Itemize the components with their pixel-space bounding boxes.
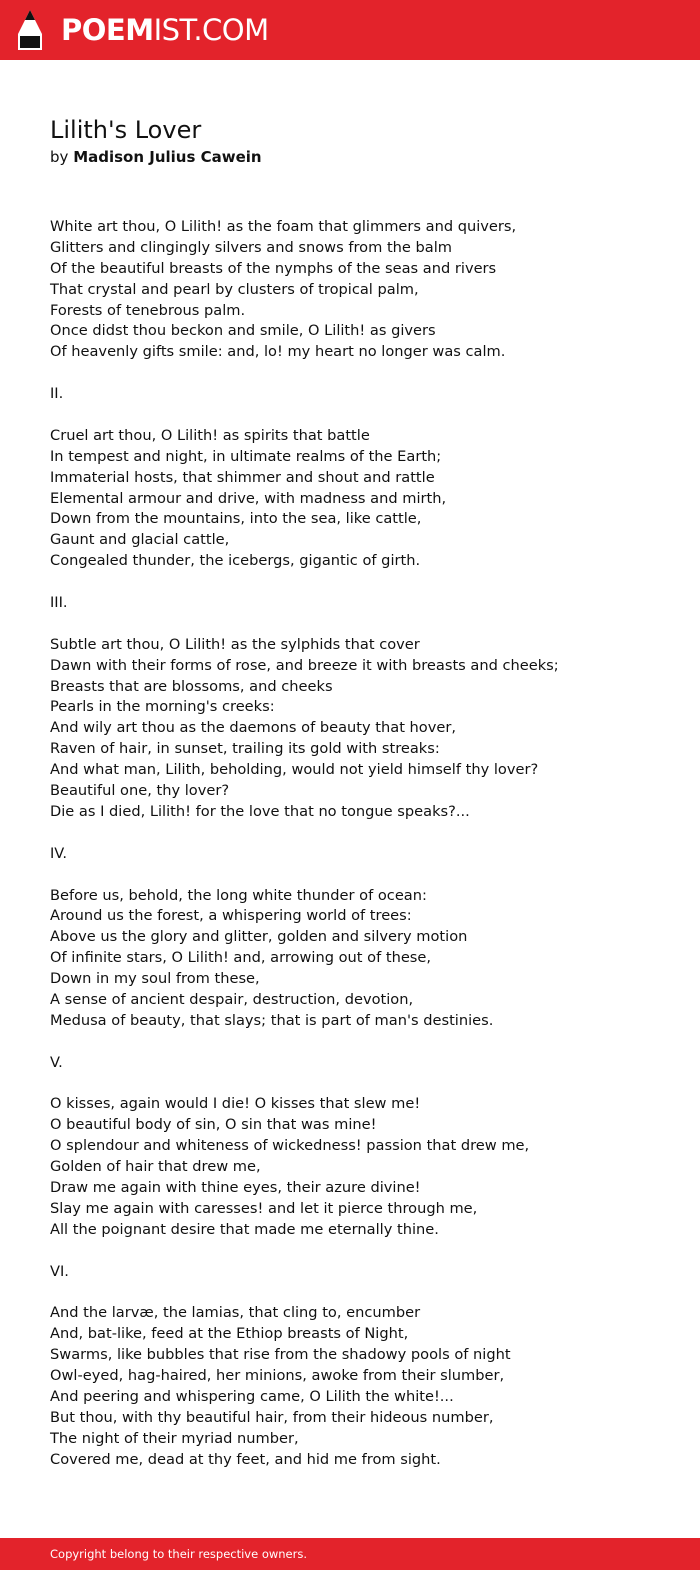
poem-line: Congealed thunder, the icebergs, gigantic of girth. xyxy=(50,552,421,570)
poem-line: The night of their myriad number, xyxy=(50,1429,299,1447)
poem-line: Pearls in the morning's creeks: xyxy=(50,698,275,716)
poem-line: And the larvæ, the lamias, that cling to, encumber xyxy=(50,1304,421,1322)
by-label: by xyxy=(50,148,69,166)
poem-line: Once didst thou beckon and smile, O Lilith! as givers xyxy=(50,322,436,340)
poem-line: Forests of tenebrous palm. xyxy=(50,301,246,319)
poem-line: O beautiful body of sin, O sin that was mine! xyxy=(50,1116,377,1134)
poem-line: Breasts that are blossoms, and cheeks xyxy=(50,677,333,695)
author-name: Madison Julius Cawein xyxy=(73,148,262,166)
poem-line: In tempest and night, in ultimate realms of the Earth; xyxy=(50,447,442,465)
poem-line: O kisses, again would I die! O kisses that slew me! xyxy=(50,1095,421,1113)
poem-line: Down from the mountains, into the sea, like cattle, xyxy=(50,510,422,528)
poem-line: Above us the glory and glitter, golden and silvery motion xyxy=(50,928,468,946)
stanza-gap xyxy=(50,405,670,426)
poem-body xyxy=(50,217,670,1470)
poem-line: Of the beautiful breasts of the nymphs of the seas and rivers xyxy=(50,259,497,277)
poem-line: Slay me again with caresses! and let it pierce through me, xyxy=(50,1199,478,1217)
poem-line: Golden of hair that drew me, xyxy=(50,1158,261,1176)
stanza-gap xyxy=(50,823,670,844)
stanza-gap xyxy=(50,1241,670,1262)
site-logo[interactable] xyxy=(61,12,269,48)
poem-line: And wily art thou as the daemons of beauty that hover, xyxy=(50,719,456,737)
copyright-text: Copyright belong to their respective owners. xyxy=(50,1547,308,1561)
poem-line: Dawn with their forms of rose, and breeze it with breasts and cheeks; xyxy=(50,656,559,674)
poem-line: Before us, behold, the long white thunder of ocean: xyxy=(50,886,427,904)
site-footer xyxy=(0,1538,700,1570)
stanza-gap xyxy=(50,363,670,384)
section-number: II. xyxy=(50,385,64,403)
poem-line: A sense of ancient despair, destruction, devotion, xyxy=(50,990,414,1008)
poem-line: Immaterial hosts, that shimmer and shout and rattle xyxy=(50,468,435,486)
poem-title: Lilith's Lover xyxy=(50,116,202,144)
section-number: IV. xyxy=(50,844,68,862)
poem-line: That crystal and pearl by clusters of tropical palm, xyxy=(50,280,419,298)
poem-line: Around us the forest, a whispering world of trees: xyxy=(50,907,412,925)
poem-line: O splendour and whiteness of wickedness! passion that drew me, xyxy=(50,1137,530,1155)
stanza-gap xyxy=(50,1074,670,1095)
poem-line: Elemental armour and drive, with madness and mirth, xyxy=(50,489,447,507)
poem-line: Gaunt and glacial cattle, xyxy=(50,531,230,549)
byline xyxy=(50,147,262,167)
poem-line: Owl-eyed, hag-haired, her minions, awoke from their slumber, xyxy=(50,1366,505,1384)
poem-line: Medusa of beauty, that slays; that is part of man's destinies. xyxy=(50,1011,494,1029)
pencil-tip-icon[interactable] xyxy=(18,10,42,50)
poem-line: Of infinite stars, O Lilith! and, arrowing out of these, xyxy=(50,949,432,967)
poem-line: Down in my soul from these, xyxy=(50,970,260,988)
stanza-gap xyxy=(50,614,670,635)
poem-line: And peering and whispering came, O Lilith the white!... xyxy=(50,1387,454,1405)
section-number: VI. xyxy=(50,1262,69,1280)
stanza-gap xyxy=(50,1282,670,1303)
poem-line: Cruel art thou, O Lilith! as spirits that battle xyxy=(50,426,370,444)
poem-line: Subtle art thou, O Lilith! as the sylphids that cover xyxy=(50,635,420,653)
poem-line: Die as I died, Lilith! for the love that no tongue speaks?... xyxy=(50,802,470,820)
poem-line: All the poignant desire that made me eternally thine. xyxy=(50,1220,439,1238)
section-number: III. xyxy=(50,594,68,612)
logo-light-text: IST.COM xyxy=(153,13,269,47)
stanza-gap xyxy=(50,1032,670,1053)
poem-line: Swarms, like bubbles that rise from the shadowy pools of night xyxy=(50,1346,511,1364)
logo-bold-text: POEM xyxy=(61,13,154,47)
stanza-gap xyxy=(50,572,670,593)
poem-line: Covered me, dead at thy feet, and hid me from sight. xyxy=(50,1450,441,1468)
stanza-gap xyxy=(50,865,670,886)
poem-line: But thou, with thy beautiful hair, from their hideous number, xyxy=(50,1408,494,1426)
poem-line: And, bat-like, feed at the Ethiop breasts of Night, xyxy=(50,1325,409,1343)
site-header xyxy=(0,0,700,60)
poem-line: White art thou, O Lilith! as the foam that glimmers and quivers, xyxy=(50,218,517,235)
poem-line: Glitters and clingingly silvers and snows from the balm xyxy=(50,238,453,256)
poem-line: Beautiful one, thy lover? xyxy=(50,782,230,800)
poem-line: Raven of hair, in sunset, trailing its gold with streaks: xyxy=(50,740,440,758)
poem-line: Draw me again with thine eyes, their azure divine! xyxy=(50,1178,421,1196)
poem-line: And what man, Lilith, beholding, would not yield himself thy lover? xyxy=(50,761,539,779)
poem-line: Of heavenly gifts smile: and, lo! my heart no longer was calm. xyxy=(50,343,506,361)
section-number: V. xyxy=(50,1053,63,1071)
